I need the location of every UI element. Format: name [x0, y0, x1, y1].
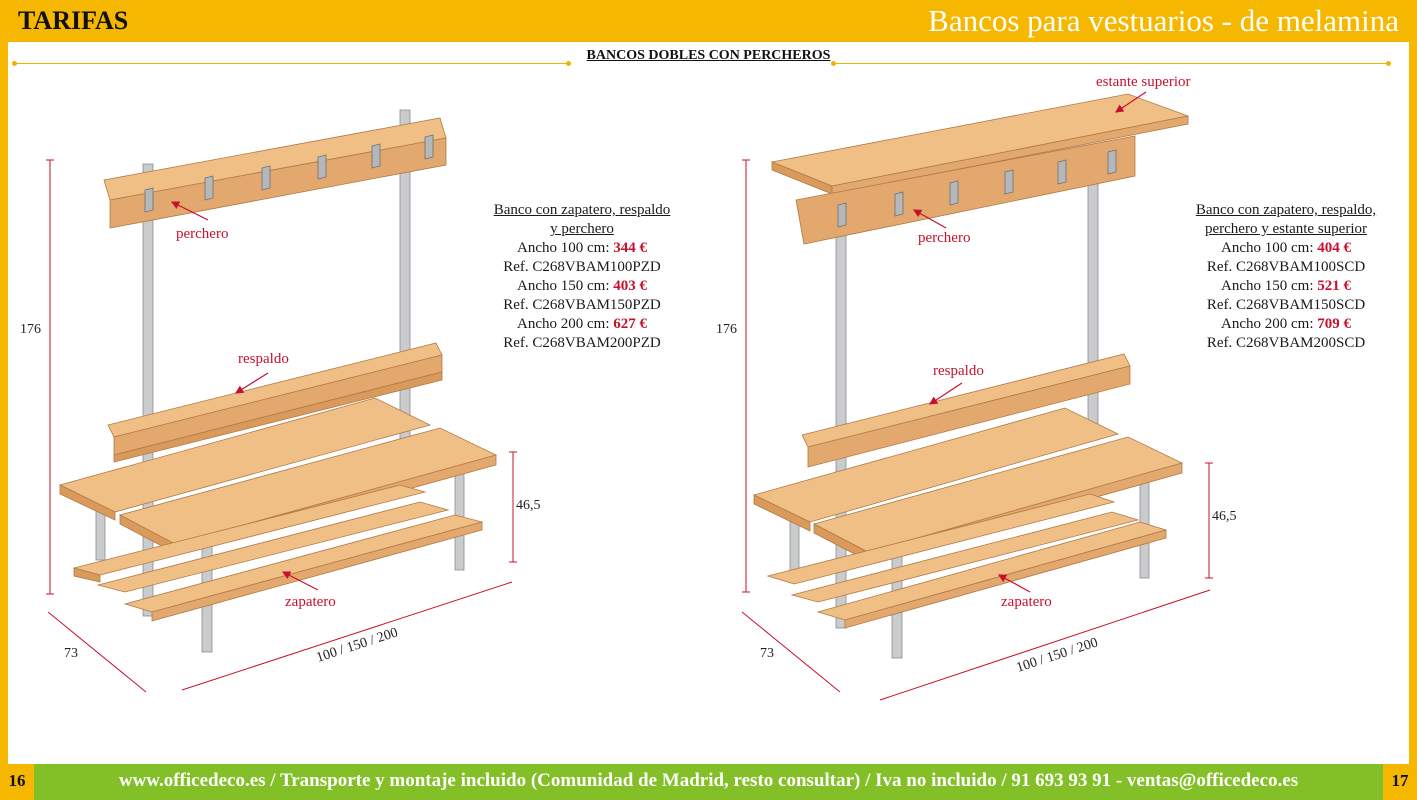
product-name-line2: perchero y estante superior — [1204, 221, 1367, 237]
bench-right — [742, 94, 1213, 700]
option-row: Ancho 200 cm: 709 € — [1221, 316, 1351, 332]
price: 521 € — [1317, 278, 1351, 294]
reference: Ref. C268VBAM150SCD — [1206, 297, 1366, 313]
product-name-line1: Banco con zapatero, respaldo, — [1195, 202, 1377, 218]
reference: Ref. C268VBAM100SCD — [1206, 259, 1366, 275]
dim-seat-left: 46,5 — [516, 498, 541, 513]
page-number-left: 16 — [0, 764, 34, 800]
dim-depth-left: 73 — [64, 646, 78, 661]
label-respaldo-right: respaldo — [933, 363, 984, 379]
price: 344 € — [613, 240, 647, 256]
label-zapatero-right: zapatero — [1001, 594, 1052, 610]
product-info-left — [468, 201, 696, 353]
dim-seat-right: 46,5 — [1212, 509, 1237, 524]
option-row: Ancho 150 cm: 403 € — [517, 278, 647, 294]
section-subtitle: BANCOS DOBLES CON PERCHEROS — [586, 48, 831, 63]
product-name-line1: Banco con zapatero, respaldo — [493, 202, 671, 218]
section-title: TARIFAS — [18, 6, 129, 35]
footer-info: www.officedeco.es / Transporte y montaje incluido (Comunidad de Madrid, resto consultar) / Iva no incluido / 91 693 93 91 - ventas@officedeco.es — [118, 770, 1299, 791]
option-row: Ancho 200 cm: 627 € — [517, 316, 647, 332]
label-perchero-left: perchero — [176, 226, 229, 242]
product-info-right — [1172, 201, 1400, 353]
price: 709 € — [1317, 316, 1351, 332]
label-zapatero-left: zapatero — [285, 594, 336, 610]
page-title: Bancos para vestuarios - de melamina — [928, 3, 1399, 38]
option-row: Ancho 100 cm: 344 € — [517, 240, 647, 256]
reference: Ref. C268VBAM100PZD — [503, 259, 661, 275]
option-row: Ancho 100 cm: 404 € — [1221, 240, 1351, 256]
bench-left — [46, 110, 517, 692]
dim-height-right: 176 — [716, 322, 737, 337]
price: 404 € — [1317, 240, 1351, 256]
label-respaldo-left: respaldo — [238, 351, 289, 367]
label-estante-right: estante superior — [1096, 74, 1191, 90]
option-row: Ancho 150 cm: 521 € — [1221, 278, 1351, 294]
reference: Ref. C268VBAM150PZD — [503, 297, 661, 313]
label-perchero-right: perchero — [918, 230, 971, 246]
dim-depth-right: 73 — [760, 646, 774, 661]
page-number-right: 17 — [1383, 764, 1417, 800]
dim-width-right: 100 / 150 / 200 — [1014, 635, 1100, 676]
reference: Ref. C268VBAM200PZD — [503, 335, 661, 351]
price: 627 € — [613, 316, 647, 332]
price: 403 € — [613, 278, 647, 294]
dim-height-left: 176 — [20, 322, 41, 337]
page-footer — [0, 764, 1417, 800]
product-name-line2: y perchero — [550, 221, 614, 237]
dim-width-left: 100 / 150 / 200 — [314, 625, 400, 666]
reference: Ref. C268VBAM200SCD — [1206, 335, 1366, 351]
